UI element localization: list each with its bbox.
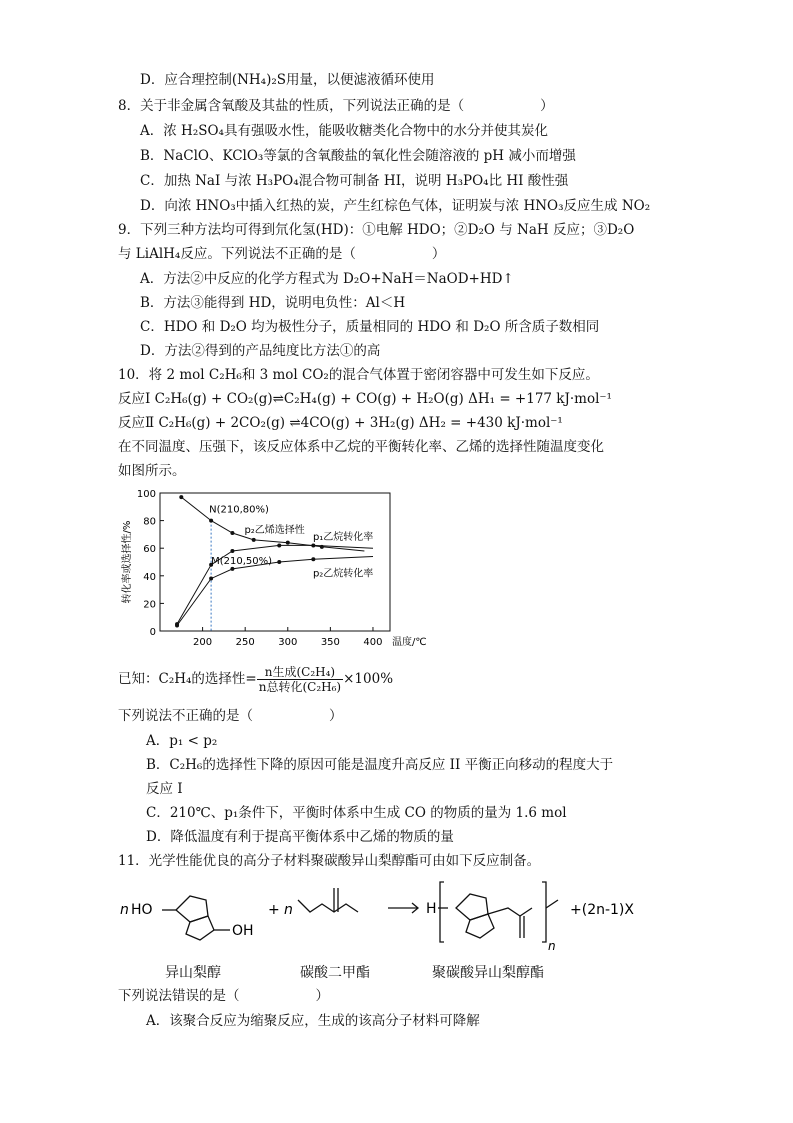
- series-point-1: [179, 495, 183, 499]
- plus-sign: +: [268, 902, 280, 918]
- q10-reaction-1: 反应Ⅰ C₂H₆(g) + CO₂(g)⇌C₂H₄(g) + CO(g) + H₂O(g) ΔH₁ = +177 kJ·mol⁻¹: [118, 391, 612, 407]
- n-coefficient-1: n: [120, 902, 129, 918]
- q9-stem-line2: 与 LiAlH₄反应。下列说法不正确的是（ ）: [118, 246, 446, 262]
- caption-dimethyl-carbonate: 碳酸二甲酯: [300, 965, 370, 981]
- series-point-0: [230, 549, 234, 553]
- q11-stem: 11．光学性能优良的高分子材料聚碳酸异山梨醇酯可由如下反应制备。: [118, 853, 541, 869]
- q10-option-a: A．p₁ < p₂: [146, 733, 218, 749]
- y-tick-label: 40: [143, 571, 156, 583]
- series-point-2: [230, 567, 234, 571]
- x-tick-label: 200: [193, 637, 213, 648]
- byproduct-term: +(2n-1)X: [570, 902, 634, 918]
- selectivity-fraction: $\frac{\text{n生成(C₂H₄)}}{\text{n总转化(C₂H₆)}}$: [258, 665, 342, 694]
- x-tick-label: 250: [235, 637, 255, 648]
- q10-ask: 下列说法不正确的是（ ）: [118, 708, 343, 724]
- annotation-0: N(210,80%): [209, 504, 269, 516]
- q10-known: 已知：C₂H₄的选择性= $\frac{\text{n生成(C₂H₄)}}{\text{n总转化(C₂H₆)}}$ ×100%: [118, 665, 394, 694]
- q10-reaction-2: 反应Ⅱ C₂H₆(g) + 2CO₂(g) ⇌4CO(g) + 3H₂(g) ΔH₂ = +430 kJ·mol⁻¹: [118, 415, 563, 431]
- chart-axes: [120, 489, 427, 648]
- x-tick-label: 350: [320, 637, 340, 648]
- y-tick-label: 100: [136, 489, 156, 500]
- polymer-structure: [438, 882, 558, 942]
- series-point-2: [209, 577, 213, 581]
- q9-option-b: B．方法③能得到 HD，说明电负性：Al＜H: [140, 295, 406, 311]
- oh-group: OH: [232, 923, 254, 939]
- series-point-1: [320, 545, 324, 549]
- series-line-2: [177, 557, 373, 626]
- series-label-2: p₂乙烷转化率: [312, 568, 374, 580]
- polymer-n-subscript: n: [548, 939, 556, 953]
- q9-option-d: D．方法②得到的产品纯度比方法①的高: [140, 343, 381, 359]
- x-axis-label: 温度/℃: [392, 637, 427, 648]
- equilibrium-chart: [118, 485, 427, 655]
- q10-desc-line2: 如图所示。: [118, 463, 186, 479]
- q7-option-d: D．应合理控制(NH₄)₂S用量，以便滤液循环使用: [140, 72, 435, 88]
- series-point-1: [252, 538, 256, 542]
- caption-isosorbide: 异山梨醇: [165, 965, 221, 981]
- q10-option-b-line2: 反应 I: [146, 781, 183, 797]
- plot-frame: [160, 493, 390, 631]
- q10-option-d: D．降低温度有利于提高平衡体系中乙烯的物质的量: [146, 829, 454, 845]
- series-point-2: [175, 623, 179, 627]
- y-tick-label: 0: [149, 627, 156, 638]
- q8-option-a: A．浓 H₂SO₄具有强吸水性，能吸收糖类化合物中的水分并使其炭化: [140, 123, 548, 139]
- series-point-1: [286, 541, 290, 545]
- y-tick-label: 20: [143, 599, 156, 611]
- isosorbide-structure: [162, 896, 230, 940]
- q10-option-b-line1: B．C₂H₆的选择性下降的原因可能是温度升高反应 II 平衡正向移动的程度大于: [146, 757, 614, 773]
- polymerization-scheme: [118, 878, 678, 958]
- y-axis-label: 转化率或选择性/%: [122, 520, 133, 604]
- q9-option-c: C．HDO 和 D₂O 均为极性分子，质量相同的 HDO 和 D₂O 所含质子数相同: [140, 319, 600, 335]
- q11-option-a: A．该聚合反应为缩聚反应，生成的该高分子材料可降解: [146, 1013, 480, 1029]
- series-label-1: p₂乙烯选择性: [244, 524, 305, 536]
- x-tick-label: 300: [278, 637, 298, 648]
- series-point-0: [277, 543, 281, 547]
- series-label-0: p₁乙烷转化率: [312, 532, 374, 544]
- chart-series: [175, 495, 373, 627]
- q10-option-c: C．210℃、p₁条件下，平衡时体系中生成 CO 的物质的量为 1.6 mol: [146, 805, 567, 821]
- series-point-1: [230, 531, 234, 535]
- y-tick-label: 60: [143, 544, 156, 556]
- n-coefficient-2: n: [284, 902, 293, 918]
- q8-stem: 8．关于非金属含氧酸及其盐的性质，下列说法正确的是（ ）: [118, 98, 554, 114]
- reaction-arrow: [388, 903, 418, 913]
- q8-option-b: B．NaClO、KClO₃等氯的含氧酸盐的氧化性会随溶液的 pH 减小而增强: [140, 148, 576, 164]
- caption-polymer: 聚碳酸异山梨醇酯: [432, 965, 544, 981]
- q9-option-a: A．方法②中反应的化学方程式为 D₂O+NaH＝NaOD+HD↑: [140, 271, 514, 287]
- q9-stem-line1: 9．下列三种方法均可得到氘化氢(HD)：①电解 HDO；②D₂O 与 NaH 反应；③D₂O: [118, 222, 635, 238]
- q10-stem: 10．将 2 mol C₂H₆和 3 mol CO₂的混合气体置于密闭容器中可发生如下反应。: [118, 367, 599, 383]
- ho-group: HO: [131, 902, 153, 918]
- annotation-1: M(210,50%): [211, 556, 273, 567]
- series-point-2: [311, 557, 315, 561]
- y-tick-label: 80: [143, 516, 156, 528]
- q8-option-d: D．向浓 HNO₃中插入红热的炭，产生红棕色气体，证明炭与浓 HNO₃反应生成 NO₂: [140, 198, 651, 214]
- q8-option-c: C．加热 NaI 与浓 H₃PO₄混合物可制备 HI，说明 H₃PO₄比 HI 酸性强: [140, 173, 569, 189]
- h-end-group: H: [426, 901, 437, 917]
- q11-ask: 下列说法错误的是（ ）: [118, 988, 329, 1004]
- series-point-2: [277, 560, 281, 564]
- series-point-1: [209, 519, 213, 523]
- dimethyl-carbonate-structure: [298, 888, 358, 912]
- q10-desc-line1: 在不同温度、压强下，该反应体系中乙烷的平衡转化率、乙烯的选择性随温度变化: [118, 439, 604, 455]
- x-tick-label: 400: [363, 637, 383, 648]
